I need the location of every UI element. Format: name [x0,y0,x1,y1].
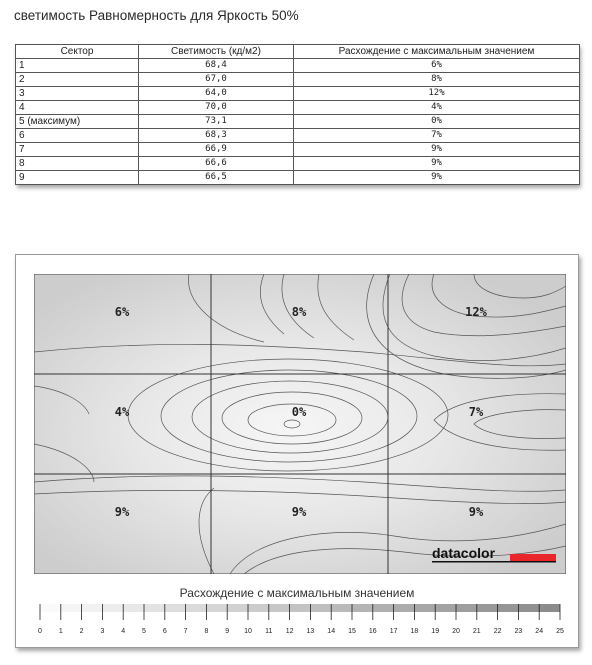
scale-tick-label: 19 [431,628,440,635]
column-header-sector: Сектор [16,45,139,59]
luminance-cell: 66,6 [139,157,294,171]
map-cell-2-label: 8% [291,305,307,319]
scale-tick-label: 17 [389,628,398,635]
scale-tick-label: 14 [327,628,336,635]
luminance-cell: 73,1 [139,115,294,129]
scale-swatch [144,604,165,612]
scale-tick-label: 0 [38,628,42,635]
sector-cell: 3 [16,87,139,101]
scale-swatch [206,604,227,612]
scale-swatch [498,604,519,612]
deviation-cell: 8% [294,73,580,87]
scale-swatch [373,604,394,612]
scale-tick-label: 5 [142,628,146,635]
scale-swatch [435,604,456,612]
scale-tick-label: 2 [79,628,84,635]
map-cell-5-label: 0% [291,405,307,419]
scale-swatch [40,604,61,612]
scale-tick-label: 10 [244,628,252,635]
scale-swatch [248,604,269,612]
sector-cell: 4 [16,101,139,115]
scale-tick-label: 12 [285,628,294,635]
luminance-cell: 67,0 [139,73,294,87]
scale-tick-label: 16 [368,628,377,635]
scale-tick-label: 23 [514,628,523,635]
map-cell-8-label: 9% [291,505,307,519]
sector-cell: 7 [16,143,139,157]
map-cell-4-label: 4% [114,405,130,419]
map-cell-3-label: 12% [465,305,487,319]
sector-cell: 9 [16,171,139,185]
scale-tick-label: 11 [265,628,273,635]
scale-swatch [102,604,123,612]
scale-swatch [227,604,248,612]
luminance-cell: 68,3 [139,129,294,143]
deviation-color-scale [26,602,568,640]
scale-tick-label: 21 [472,628,481,635]
luminance-cell: 66,5 [139,171,294,185]
table-row [16,101,580,115]
sector-cell: 2 [16,73,139,87]
uniformity-table [15,44,580,185]
column-header-luminance: Светимость (кд/м2) [139,45,294,59]
deviation-cell: 12% [294,87,580,101]
scale-tick-label: 18 [410,628,419,635]
luminance-cell: 66,9 [139,143,294,157]
scale-swatch [290,604,311,612]
scale-swatch [310,604,331,612]
table-header-row [16,45,580,59]
scale-tick-label: 7 [183,628,188,635]
table-row [16,157,580,171]
deviation-cell: 9% [294,143,580,157]
sector-cell: 5 (максимум) [16,115,139,129]
scale-tick-label: 15 [348,628,356,635]
scale-swatch [61,604,82,612]
page-title: светимость Равномерность для Яркость 50% [14,8,299,23]
legend-title: Расхождение с максимальным значением [179,586,415,600]
scale-tick-label: 25 [556,628,564,635]
table-row [16,143,580,157]
scale-swatch [414,604,435,612]
table-row [16,115,580,129]
scale-swatch [331,604,352,612]
sector-cell: 8 [16,157,139,171]
scale-tick-label: 13 [306,628,315,635]
scale-tick-label: 22 [493,628,502,635]
scale-tick-label: 6 [162,628,167,635]
scale-swatch [165,604,186,612]
scale-swatch [518,604,539,612]
deviation-cell: 9% [294,171,580,185]
scale-swatch [123,604,144,612]
map-cell-6-label: 7% [468,405,484,419]
uniformity-map-panel [15,254,579,648]
scale-swatch [394,604,415,612]
uniformity-table-wrapper [15,44,579,185]
logo-underline [432,561,556,563]
scale-swatch [477,604,498,612]
table-row [16,73,580,87]
map-cell-7-label: 9% [114,505,130,519]
scale-swatch [186,604,207,612]
table-row [16,59,580,73]
scale-tick-label: 20 [452,628,460,635]
logo-text: datacolor [432,545,496,561]
luminance-cell: 68,4 [139,59,294,73]
scale-swatch [539,604,560,612]
scale-tick-label: 8 [204,628,209,635]
table-row [16,129,580,143]
scale-tick-label: 4 [121,628,126,635]
deviation-cell: 6% [294,59,580,73]
sector-cell: 6 [16,129,139,143]
logo-red-bar [510,554,556,561]
luminance-cell: 70,0 [139,101,294,115]
scale-swatch [82,604,103,612]
scale-tick-label: 24 [535,628,544,635]
luminance-cell: 64,0 [139,87,294,101]
deviation-cell: 0% [294,115,580,129]
sector-cell: 1 [16,59,139,73]
column-header-deviation: Расхождение с максимальным значением [294,45,580,59]
scale-tick-label: 3 [100,628,105,635]
scale-tick-label: 9 [225,628,230,635]
deviation-cell: 9% [294,157,580,171]
table-row [16,171,580,185]
uniformity-contour-map [34,274,566,574]
map-cell-9-label: 9% [468,505,484,519]
scale-swatch [352,604,373,612]
scale-tick-label: 1 [58,628,63,635]
scale-swatch [269,604,290,612]
map-cell-1-label: 6% [114,305,130,319]
deviation-cell: 7% [294,129,580,143]
deviation-cell: 4% [294,101,580,115]
table-row [16,87,580,101]
scale-swatch [456,604,477,612]
